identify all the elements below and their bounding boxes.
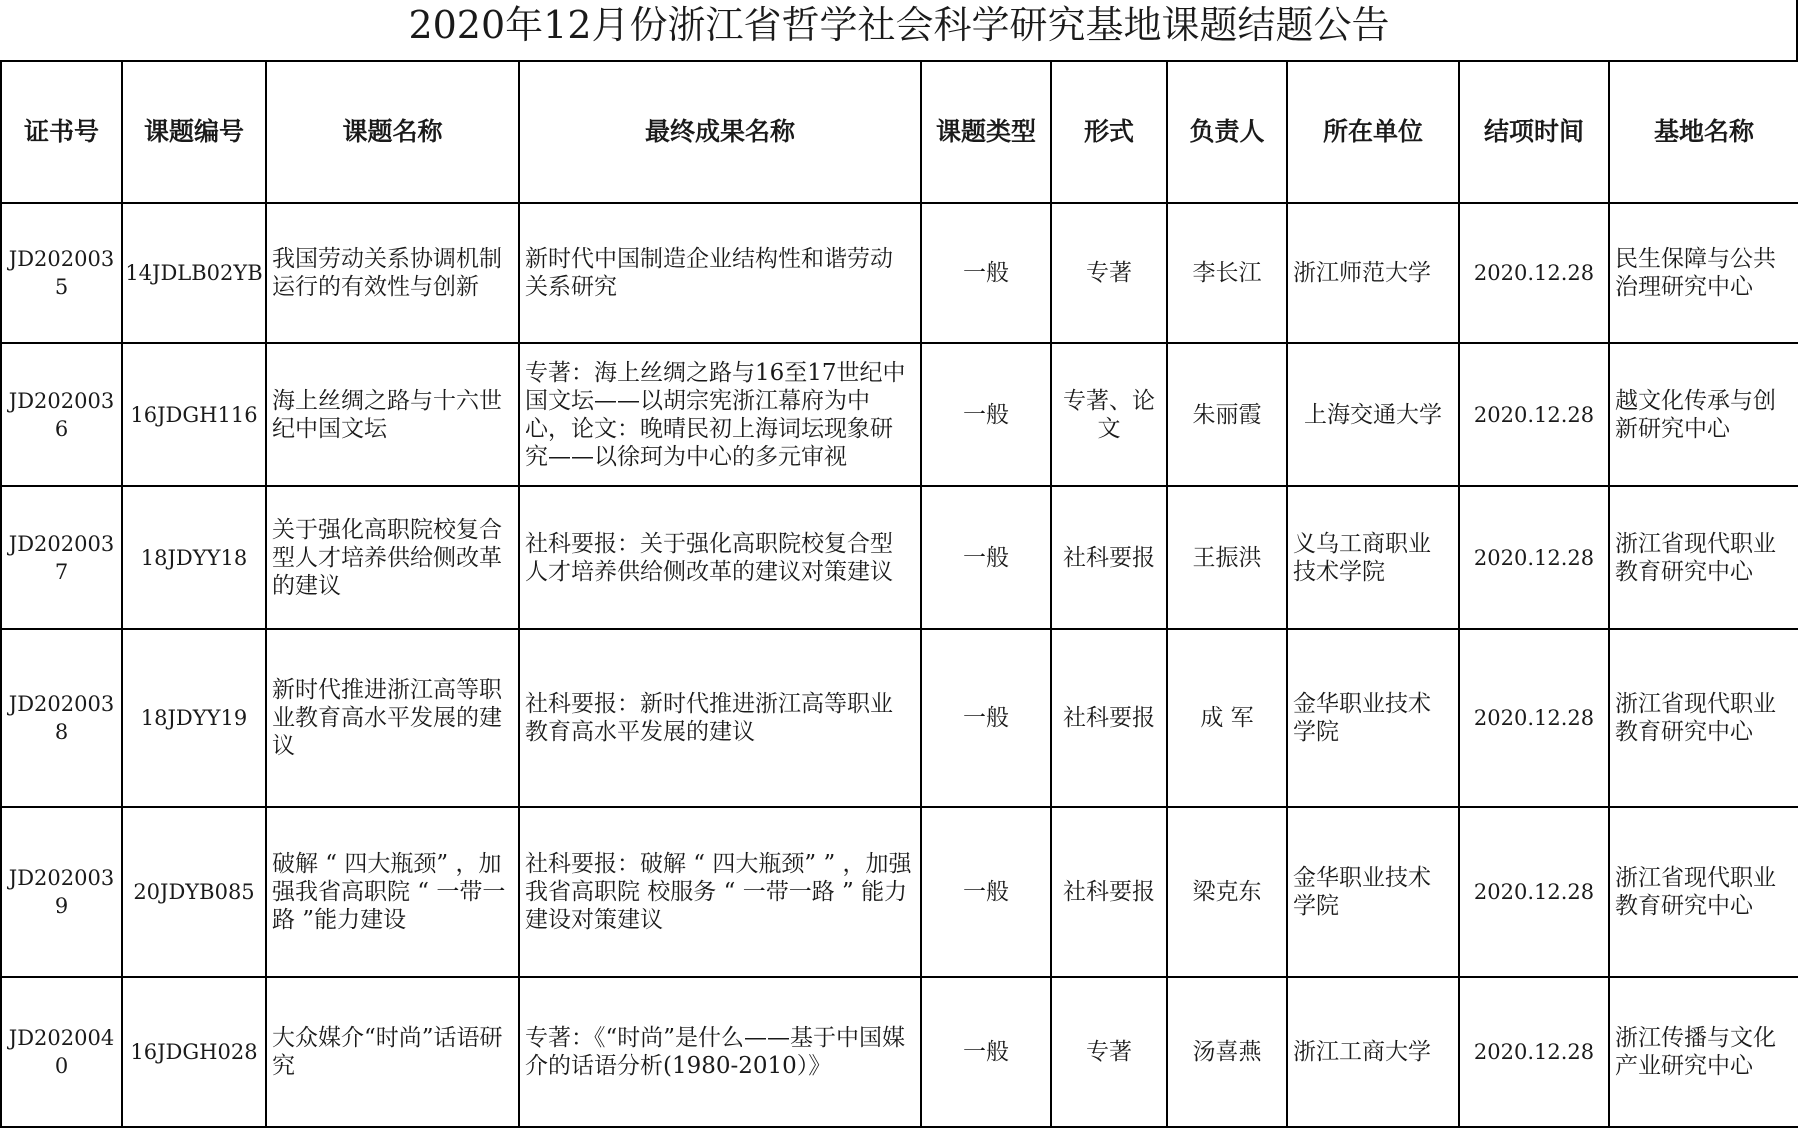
cell-base: 浙江省现代职业教育研究中心: [1609, 807, 1798, 977]
cell-code: 16JDGH116: [122, 343, 266, 486]
cell-base: 浙江省现代职业教育研究中心: [1609, 486, 1798, 629]
page-title: 2020年12月份浙江省哲学社会科学研究基地课题结题公告: [408, 3, 1390, 47]
cell-form: 专著、论文: [1051, 343, 1167, 486]
announcement-table: [0, 60, 1798, 1128]
cell-leader: 成 军: [1167, 629, 1287, 807]
cell-cert: JD2020039: [1, 807, 122, 977]
cell-unit: 金华职业技术学院: [1287, 629, 1459, 807]
cell-base: 浙江传播与文化产业研究中心: [1609, 977, 1798, 1127]
cell-cert: JD2020035: [1, 203, 122, 343]
cell-type: 一般: [921, 629, 1051, 807]
cell-leader: 朱丽霞: [1167, 343, 1287, 486]
cell-name: 我国劳动关系协调机制运行的有效性与创新: [266, 203, 519, 343]
header-leader: 负责人: [1167, 61, 1287, 203]
cell-cert: JD2020036: [1, 343, 122, 486]
header-cert: 证书号: [1, 61, 122, 203]
cell-code: 16JDGH028: [122, 977, 266, 1127]
cell-base: 浙江省现代职业教育研究中心: [1609, 629, 1798, 807]
cell-date: 2020.12.28: [1459, 807, 1609, 977]
table-row: [1, 629, 1798, 807]
header-row: [1, 61, 1798, 203]
cell-form: 社科要报: [1051, 807, 1167, 977]
cell-name: 大众媒介“时尚”话语研究: [266, 977, 519, 1127]
cell-type: 一般: [921, 807, 1051, 977]
cell-date: 2020.12.28: [1459, 486, 1609, 629]
cell-form: 社科要报: [1051, 629, 1167, 807]
cell-result: 专著：海上丝绸之路与16至17世纪中国文坛——以胡宗宪浙江幕府为中心，论文：晚晴民初上海词坛现象研究——以徐珂为中心的多元审视: [519, 343, 921, 486]
cell-leader: 梁克东: [1167, 807, 1287, 977]
cell-unit: 义乌工商职业技术学院: [1287, 486, 1459, 629]
cell-result: 社科要报：破解 “ 四大瓶颈” ” ，加强我省高职院 校服务 “ 一带一路 ” 能力建设对策建议: [519, 807, 921, 977]
cell-form: 专著: [1051, 977, 1167, 1127]
header-type: 课题类型: [921, 61, 1051, 203]
cell-leader: 汤喜燕: [1167, 977, 1287, 1127]
cell-date: 2020.12.28: [1459, 977, 1609, 1127]
cell-unit: 浙江师范大学: [1287, 203, 1459, 343]
cell-form: 社科要报: [1051, 486, 1167, 629]
cell-code: 18JDYY19: [122, 629, 266, 807]
cell-date: 2020.12.28: [1459, 203, 1609, 343]
cell-name: 新时代推进浙江高等职业教育高水平发展的建议: [266, 629, 519, 807]
header-result: 最终成果名称: [519, 61, 921, 203]
cell-cert: JD2020037: [1, 486, 122, 629]
header-unit: 所在单位: [1287, 61, 1459, 203]
cell-cert: JD2020040: [1, 977, 122, 1127]
table-row: [1, 486, 1798, 629]
table-row: [1, 807, 1798, 977]
header-code: 课题编号: [122, 61, 266, 203]
table-row: [1, 977, 1798, 1127]
cell-date: 2020.12.28: [1459, 343, 1609, 486]
cell-code: 20JDYB085: [122, 807, 266, 977]
cell-result: 专著：《“时尚”是什么——基于中国媒介的话语分析(1980-2010）》: [519, 977, 921, 1127]
header-date: 结项时间: [1459, 61, 1609, 203]
header-form: 形式: [1051, 61, 1167, 203]
cell-result: 社科要报：关于强化高职院校复合型人才培养供给侧改革的建议对策建议: [519, 486, 921, 629]
cell-form: 专著: [1051, 203, 1167, 343]
cell-cert: JD2020038: [1, 629, 122, 807]
cell-name: 海上丝绸之路与十六世纪中国文坛: [266, 343, 519, 486]
cell-name: 关于强化高职院校复合型人才培养供给侧改革的建议: [266, 486, 519, 629]
cell-type: 一般: [921, 203, 1051, 343]
header-name: 课题名称: [266, 61, 519, 203]
cell-date: 2020.12.28: [1459, 629, 1609, 807]
cell-unit: 上海交通大学: [1287, 343, 1459, 486]
cell-unit: 浙江工商大学: [1287, 977, 1459, 1127]
cell-type: 一般: [921, 486, 1051, 629]
cell-code: 18JDYY18: [122, 486, 266, 629]
cell-base: 民生保障与公共治理研究中心: [1609, 203, 1798, 343]
cell-base: 越文化传承与创新研究中心: [1609, 343, 1798, 486]
cell-unit: 金华职业技术学院: [1287, 807, 1459, 977]
cell-type: 一般: [921, 977, 1051, 1127]
table-row: [1, 343, 1798, 486]
header-base: 基地名称: [1609, 61, 1798, 203]
cell-result: 新时代中国制造企业结构性和谐劳动关系研究: [519, 203, 921, 343]
cell-code: 14JDLB02YB: [122, 203, 266, 343]
cell-leader: 王振洪: [1167, 486, 1287, 629]
cell-leader: 李长江: [1167, 203, 1287, 343]
table-row: [1, 203, 1798, 343]
cell-type: 一般: [921, 343, 1051, 486]
cell-result: 社科要报：新时代推进浙江高等职业教育高水平发展的建议: [519, 629, 921, 807]
cell-name: 破解 “ 四大瓶颈” ，加强我省高职院 “ 一带一路 ”能力建设: [266, 807, 519, 977]
